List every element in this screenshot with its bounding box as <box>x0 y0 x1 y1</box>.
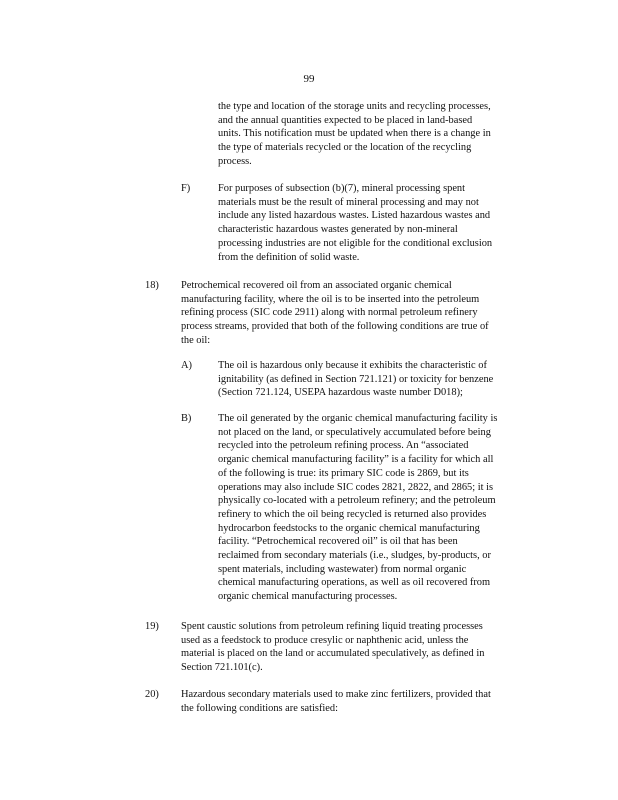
text-line: the oil: <box>181 334 211 346</box>
subsection-f-text <box>218 182 534 264</box>
text-line: Spent caustic solutions from petroleum refining liquid treating processes <box>181 621 483 632</box>
subsection-f-label: F) <box>181 183 191 194</box>
text-line: organic chemical manufacturing facility” is a facility for which all <box>218 454 494 466</box>
text-line: facility. “Petrochemical recovered oil” is oil that has been <box>218 536 458 548</box>
item-18-label: 18) <box>145 280 159 291</box>
text-line: the following conditions are satisfied: <box>181 702 338 714</box>
item-20-text <box>181 688 537 715</box>
text-line: processing industries are not eligible for the conditional exclusion <box>218 237 493 249</box>
text-line: reclaimed from secondary materials (i.e., sludges, by-products, or <box>218 550 491 562</box>
text-line: hydrocarbon feedstocks to the organic chemical manufacturing <box>218 522 480 534</box>
item-20-label: 20) <box>145 689 159 700</box>
text-line: spent materials, including wastewater) from normal organic <box>218 563 467 575</box>
text-line: of the following is true: its primary SIC code is 2869, but its <box>218 467 469 479</box>
text-line: and the annual quantities expected to be placed in land-based <box>218 114 473 126</box>
paragraph-e-continuation <box>218 100 534 169</box>
text-line: from the definition of solid waste. <box>218 251 360 263</box>
text-line: chemical manufacturing operations, as well as oil recovered from <box>218 577 491 589</box>
text-line: The oil generated by the organic chemical manufacturing facility is <box>218 413 498 424</box>
text-line: used as a feedstock to produce cresylic or naphthenic acid, unless the <box>181 634 469 646</box>
text-line: manufacturing facility, where the oil is to be inserted into the petroleum <box>181 293 480 305</box>
text-line: For purposes of subsection (b)(7), mineral processing spent <box>218 183 466 194</box>
text-line: characteristic hazardous wastes generated by non-mineral <box>218 224 458 236</box>
text-line: The oil is hazardous only because it exhibits the characteristic of <box>218 360 487 371</box>
page-number: 99 <box>303 73 315 85</box>
text-line: physically co-located with a petroleum refinery; and the petroleum <box>218 495 496 507</box>
subsection-a-text <box>218 359 534 400</box>
text-line: refinery to which the oil being recycled is returned also provides <box>218 508 487 520</box>
text-line: Hazardous secondary materials used to make zinc fertilizers, provided that <box>181 689 491 700</box>
text-line: (Section 721.124, USEPA hazardous waste number D018); <box>218 387 463 399</box>
text-line: the type of materials recycled or the location of the recycling <box>218 142 472 154</box>
text-line: ignitability (as defined in Section 721.121) or toxicity for benzene <box>218 373 494 385</box>
text-line: units. This notification must be updated when there is a change in <box>218 128 491 140</box>
text-line: the type and location of the storage units and recycling processes, <box>218 101 491 112</box>
text-line: Section 721.101(c). <box>181 662 263 674</box>
subsection-a-label: A) <box>181 360 192 371</box>
item-19-text <box>181 620 537 675</box>
text-line: include any listed hazardous wastes. Listed hazardous wastes and <box>218 210 491 222</box>
item-18-text <box>181 279 537 348</box>
text-line: operations may also include SIC codes 2821, 2822, and 2865; it is <box>218 481 494 493</box>
text-line: not placed on the land, or speculatively accumulated before being <box>218 426 491 438</box>
text-line: Petrochemical recovered oil from an associated organic chemical <box>181 280 452 291</box>
text-line: recycled into the petroleum refining process. An “associated <box>218 440 469 452</box>
text-line: organic chemical manufacturing processes. <box>218 591 398 603</box>
text-line: refining process (SIC code 2911) along with normal petroleum refinery <box>181 307 478 319</box>
text-line: materials must be the result of mineral processing and may not <box>218 196 479 208</box>
item-19-label: 19) <box>145 621 159 632</box>
text-line: material is placed on the land or accumulated speculatively, as defined in <box>181 648 485 660</box>
text-line: process. <box>218 155 252 167</box>
subsection-b-text <box>218 412 534 604</box>
subsection-b-label: B) <box>181 413 192 424</box>
text-line: process streams, provided that both of the following conditions are true of <box>181 321 489 333</box>
